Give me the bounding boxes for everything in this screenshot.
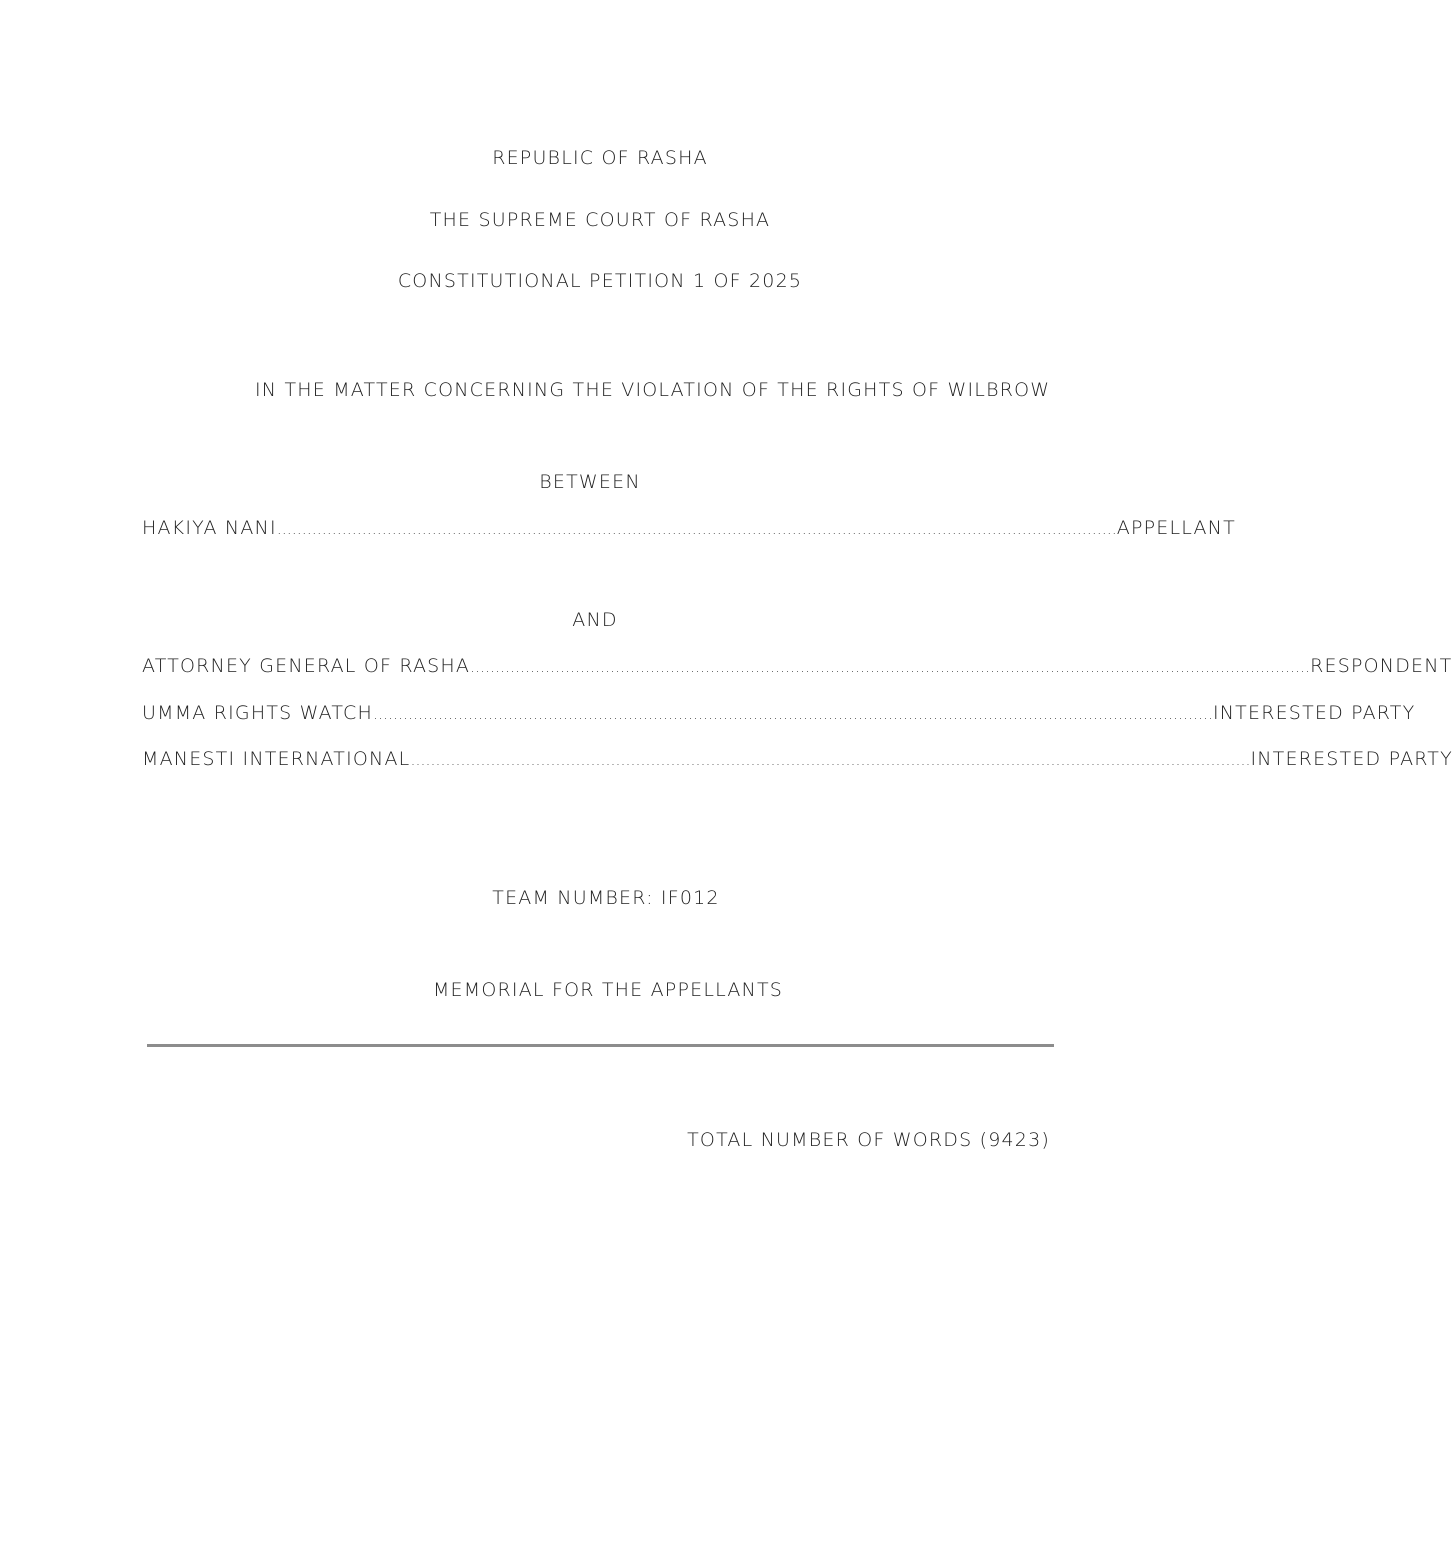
respondent-row [142,654,1453,679]
respondent-name: ATTORNEY GENERAL OF RASHA [142,655,471,677]
interested-party-row [142,701,1416,726]
leader-dots: …………………………………………………………………………………………………………………………………………………… [410,751,1251,769]
interested-party-name: MANESTI INTERNATIONAL [142,748,411,770]
interested-party-name: UMMA RIGHTS WATCH [142,702,373,724]
respondent-role: RESPONDENT [1310,655,1453,677]
divider-line [147,1044,1054,1047]
leader-dots: …………………………………………………………………………………………………………………………………………………… [372,705,1213,723]
and-label: AND [572,609,618,631]
team-number: TEAM NUMBER: IF012 [492,887,720,909]
court-heading: THE SUPREME COURT OF RASHA [429,209,771,231]
between-label: BETWEEN [539,471,641,493]
republic-heading: REPUBLIC OF RASHA [492,147,708,169]
leader-dots: …………………………………………………………………………………………………………………………………………………… [470,658,1311,676]
matter-heading: IN THE MATTER CONCERNING THE VIOLATION OF THE RIGHTS OF WILBROW [255,379,1051,401]
interested-party-role: INTERESTED PARTY [1250,748,1453,770]
interested-party-role: INTERESTED PARTY [1212,702,1416,724]
leader-dots: …………………………………………………………………………………………………………………………………………………… [276,520,1117,538]
petition-heading: CONSTITUTIONAL PETITION 1 OF 2025 [397,270,803,292]
appellant-role: APPELLANT [1116,517,1236,539]
memorial-title: MEMORIAL FOR THE APPELLANTS [432,979,784,1001]
appellant-name: HAKIYA NANI [142,517,277,539]
appellant-row [142,516,1236,541]
total-words: TOTAL NUMBER OF WORDS (9423) [687,1129,1050,1151]
interested-party-row [142,747,1453,772]
